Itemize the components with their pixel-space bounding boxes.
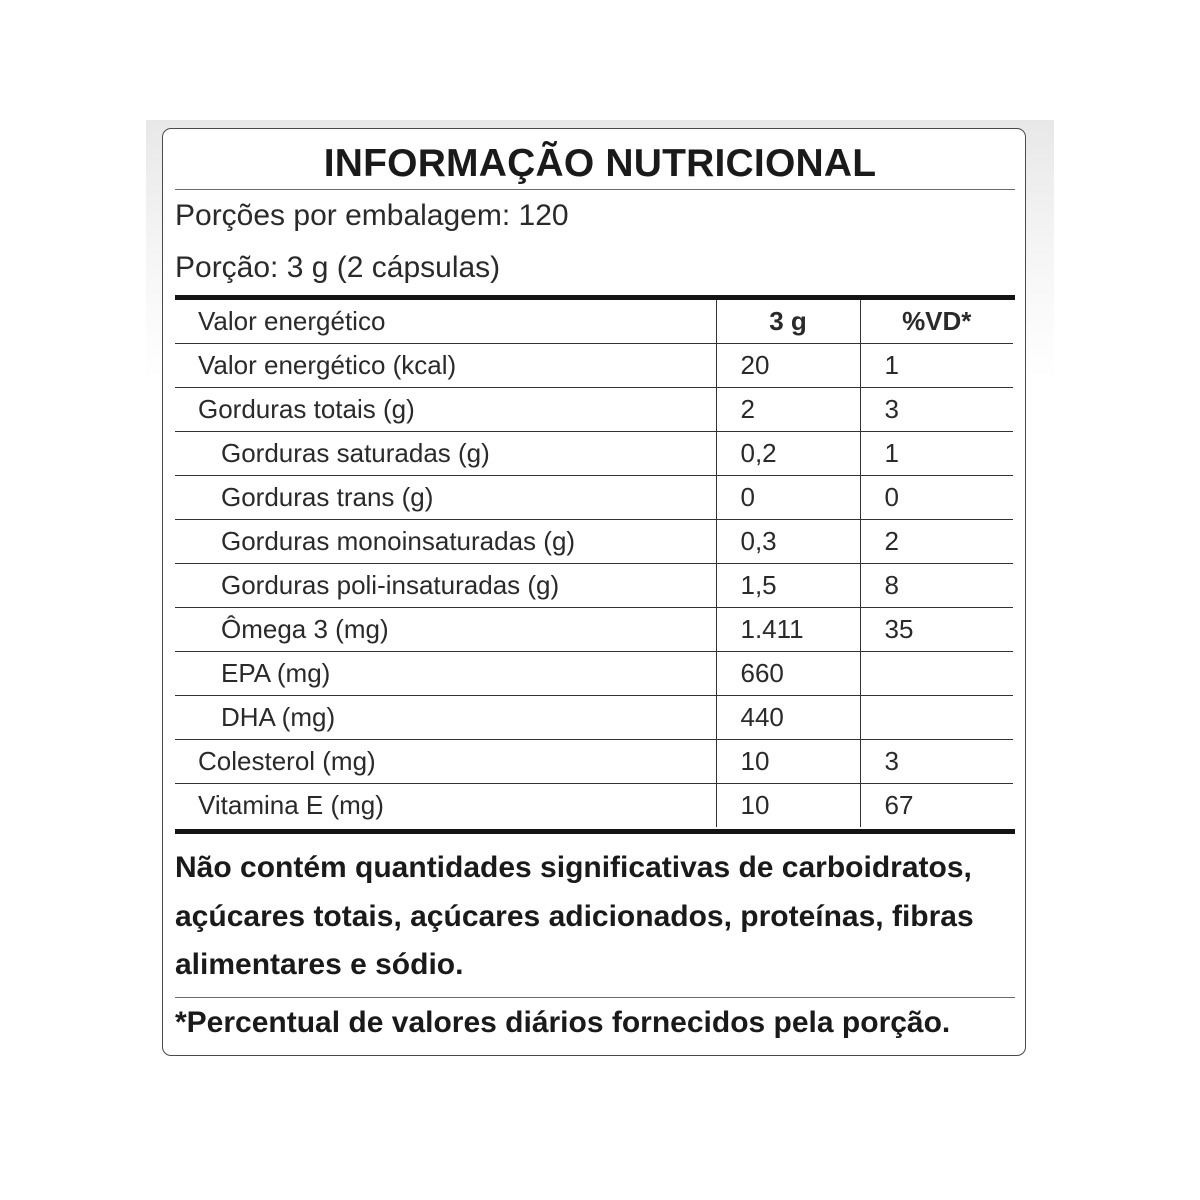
table-row [175, 784, 1013, 828]
nutrient-dv: 2 [860, 520, 1013, 564]
table-bottom-thick-rule [175, 829, 1015, 834]
nutrient-name: Colesterol (mg) [175, 740, 716, 784]
nutrient-amount: 0 [716, 476, 860, 520]
nutrient-name: Gorduras poli-insaturadas (g) [175, 564, 716, 608]
table-header-row [175, 300, 1013, 344]
nutrient-dv: 67 [860, 784, 1013, 828]
nutrient-dv [860, 652, 1013, 696]
nutrient-name: Ômega 3 (mg) [175, 608, 716, 652]
label-title: INFORMAÇÃO NUTRICIONAL [323, 142, 877, 185]
nutrient-amount: 440 [716, 696, 860, 740]
table-row [175, 564, 1013, 608]
table-row [175, 696, 1013, 740]
title-divider [175, 189, 1015, 190]
nutrient-amount: 0,2 [716, 432, 860, 476]
nutrient-name: EPA (mg) [175, 652, 716, 696]
nutrient-name: Gorduras totais (g) [175, 388, 716, 432]
serving-size: Porção: 3 g (2 cápsulas) [175, 251, 501, 284]
nutrient-name: DHA (mg) [175, 696, 716, 740]
nutrient-amount: 660 [716, 652, 860, 696]
nutrient-name: Gorduras trans (g) [175, 476, 716, 520]
nutrient-name: Valor energético (kcal) [175, 344, 716, 388]
nutrient-amount: 20 [716, 344, 860, 388]
nutrient-dv: 3 [860, 388, 1013, 432]
nutrient-amount: 10 [716, 740, 860, 784]
table-row [175, 608, 1013, 652]
nutrient-amount: 2 [716, 388, 860, 432]
nutrient-name: Vitamina E (mg) [198, 790, 384, 820]
nutrient-amount: 1.411 [716, 608, 860, 652]
table-row [175, 476, 1013, 520]
nutrient-dv: 1 [860, 432, 1013, 476]
header-nutrient: Valor energético [175, 300, 716, 344]
header-daily-value: %VD* [860, 300, 1013, 344]
nutrient-dv: 0 [860, 476, 1013, 520]
nutrient-dv: 8 [860, 564, 1013, 608]
nutrient-name: Gorduras saturadas (g) [175, 432, 716, 476]
header-amount: 3 g [716, 300, 860, 344]
not-significant-note: Não contém quantidades significativas de carboidratos, açúcares totais, açúcares adicionados, proteínas, fibras alimentares e sódio. [175, 851, 974, 981]
nutrient-amount: 1,5 [716, 564, 860, 608]
table-row [175, 388, 1013, 432]
nutrient-dv: 35 [860, 608, 1013, 652]
nutrient-amount: 10 [716, 784, 860, 828]
table-row [175, 652, 1013, 696]
nutrient-dv [860, 696, 1013, 740]
nutrient-name: Gorduras monoinsaturadas (g) [175, 520, 716, 564]
nutrient-dv: 3 [860, 740, 1013, 784]
nutrient-amount: 0,3 [716, 520, 860, 564]
servings-per-package: Porções por embalagem: 120 [175, 199, 569, 232]
table-row [175, 520, 1013, 564]
nutrition-table [175, 300, 1013, 827]
table-row [175, 344, 1013, 388]
table-row [175, 740, 1013, 784]
daily-value-footnote: *Percentual de valores diários fornecidos pela porção. [175, 1006, 951, 1039]
footnote-divider [175, 997, 1015, 998]
nutrient-dv: 1 [860, 344, 1013, 388]
table-row [175, 432, 1013, 476]
